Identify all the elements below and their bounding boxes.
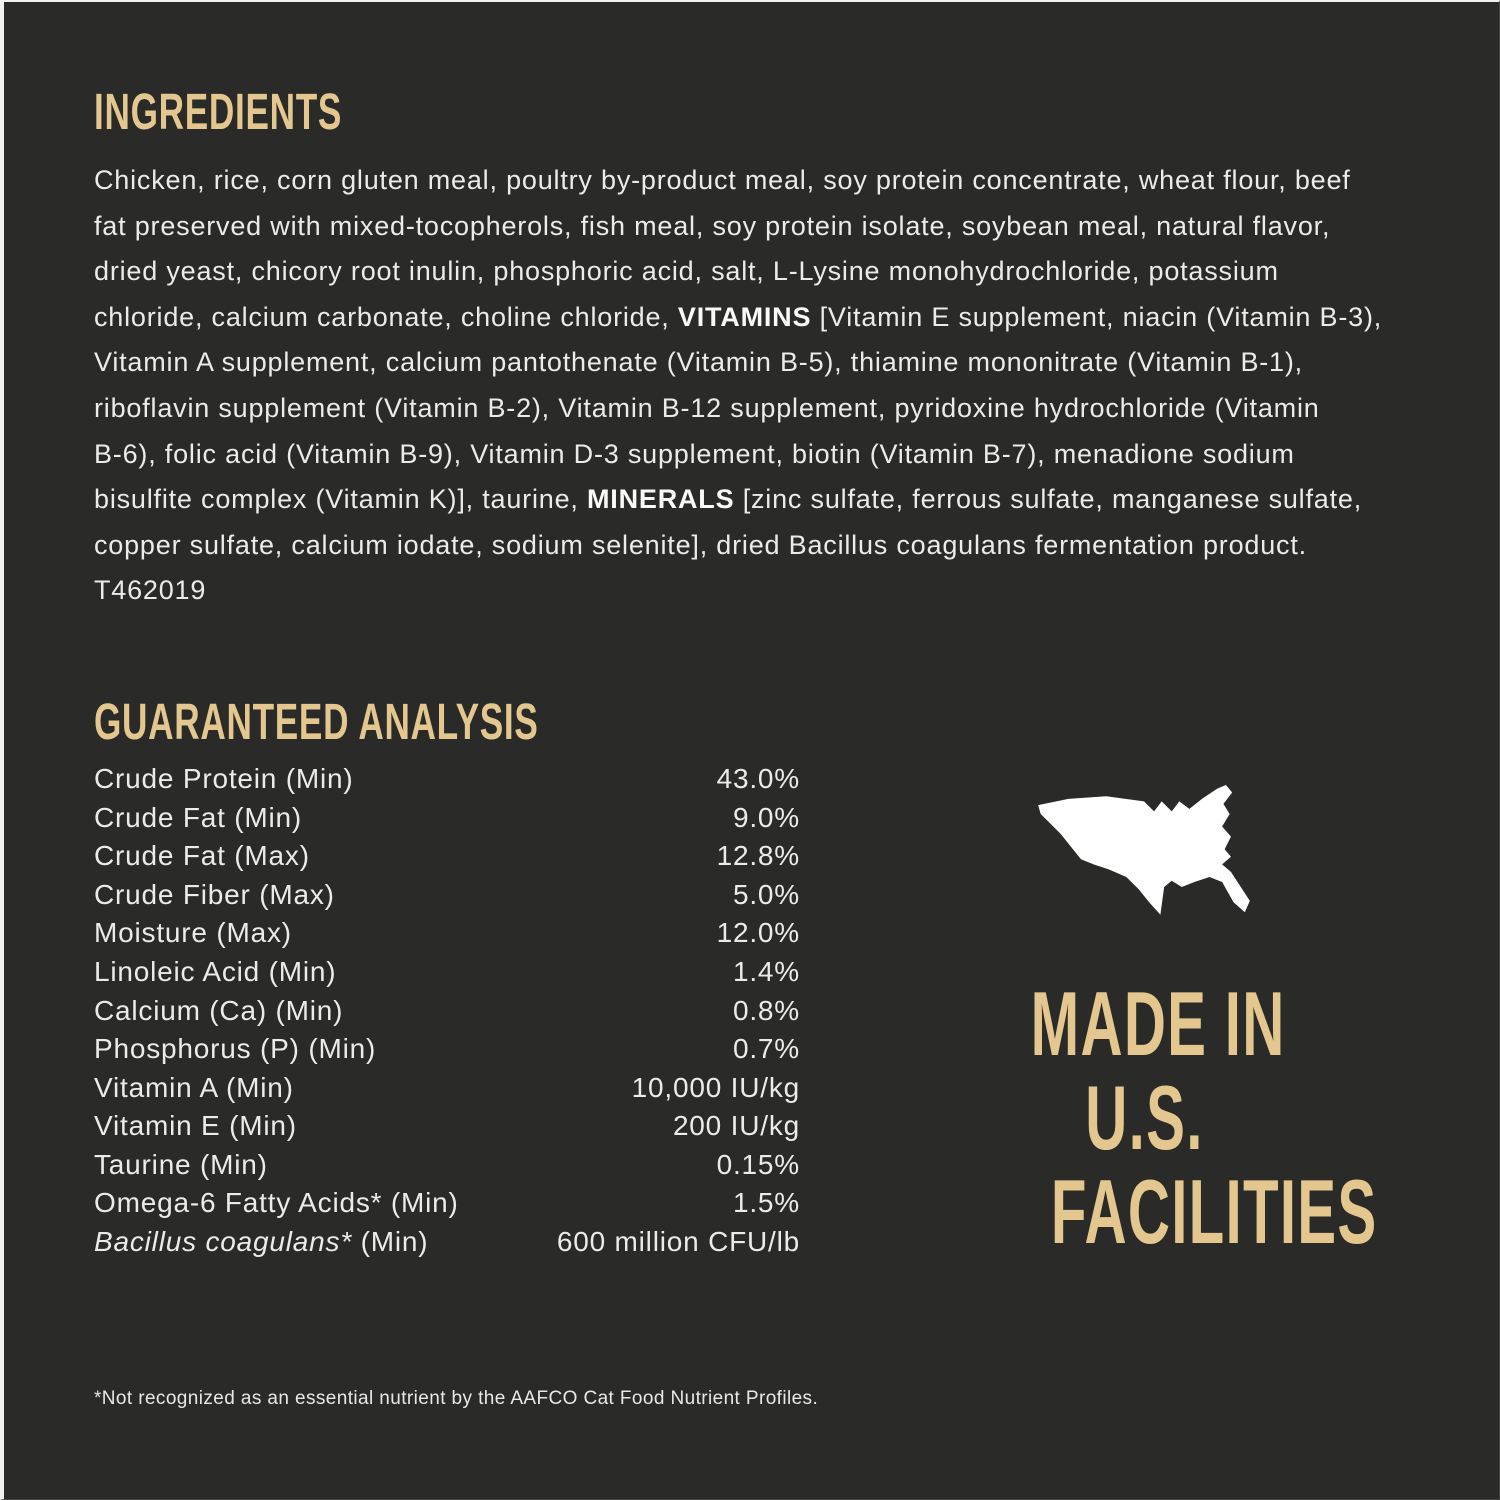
analysis-row	[94, 1068, 800, 1107]
analysis-row-label: Crude Fat (Min)	[94, 801, 303, 833]
ingredients-heading-text: INGREDIENTS	[94, 83, 343, 140]
analysis-row-value: 0.7%	[732, 1033, 800, 1065]
analysis-row-label: Phosphorus (P) (Min)	[94, 1033, 377, 1065]
analysis-row	[94, 1107, 800, 1146]
analysis-row-label: Vitamin E (Min)	[94, 1110, 297, 1142]
analysis-row-label: Crude Fiber (Max)	[94, 878, 335, 910]
ingredients-line: riboflavin supplement (Vitamin B-2), Vitamin B-12 supplement, pyridoxine hydrochloride (Vitamin	[94, 392, 1320, 423]
analysis-row	[94, 1223, 800, 1262]
analysis-row-value: 1.4%	[732, 956, 800, 987]
analysis-row	[94, 799, 800, 838]
ingredients-heading	[94, 82, 454, 141]
analysis-row	[94, 837, 800, 876]
analysis-row-value: 200 IU/kg	[672, 1110, 800, 1142]
analysis-row	[94, 1030, 800, 1069]
analysis-row-label: Moisture (Max)	[94, 917, 292, 949]
analysis-row-value: 12.8%	[716, 840, 800, 872]
analysis-row	[94, 953, 800, 992]
analysis-row	[94, 914, 800, 953]
analysis-row-label: Crude Protein (Min)	[94, 763, 354, 795]
ingredients-line: copper sulfate, calcium iodate, sodium selenite], dried Bacillus coagulans fermentation product.	[94, 529, 1307, 560]
analysis-row-label: Taurine (Min)	[94, 1148, 268, 1180]
analysis-row-value: 43.0%	[716, 763, 800, 795]
analysis-row	[94, 760, 800, 799]
analysis-row-value: 9.0%	[732, 801, 800, 833]
ingredients-line: chloride, calcium carbonate, choline chloride, VITAMINS [Vitamin E supplement, niacin (Vitamin B-3),	[94, 301, 1383, 332]
ingredients-line: T462019	[94, 575, 207, 606]
aafco-footnote: *Not recognized as an essential nutrient by the AAFCO Cat Food Nutrient Profiles.	[94, 1388, 819, 1409]
analysis-row-value: 10,000 IU/kg	[631, 1071, 800, 1103]
usa-map-icon	[1018, 772, 1270, 934]
guaranteed-analysis-table	[94, 760, 800, 1261]
analysis-row-label: Omega-6 Fatty Acids* (Min)	[94, 1187, 459, 1219]
made-in-line: MADE IN	[1030, 974, 1286, 1075]
made-in-us-text	[959, 974, 1378, 1263]
analysis-row-label: Calcium (Ca) (Min)	[94, 994, 344, 1026]
made-in-line: FACILITIES	[1050, 1162, 1378, 1263]
made-in-us-block	[959, 772, 1378, 1263]
ingredients-line: dried yeast, chicory root inulin, phosphoric acid, salt, L-Lysine monohydrochloride, potassium	[94, 256, 1279, 287]
made-in-line: U.S.	[1084, 1068, 1204, 1169]
analysis-row-label: Linoleic Acid (Min)	[94, 956, 337, 987]
analysis-row	[94, 991, 800, 1030]
ingredients-line: B-6), folic acid (Vitamin B-9), Vitamin D-3 supplement, biotin (Vitamin B-7), menadione sodium	[94, 438, 1295, 469]
analysis-row	[94, 1184, 800, 1223]
ingredients-line: fat preserved with mixed-tocopherols, fish meal, soy protein isolate, soybean meal, natural flavor,	[94, 210, 1331, 241]
guaranteed-analysis-heading-text: GUARANTEED ANALYSIS	[94, 693, 539, 750]
analysis-row-value: 5.0%	[732, 878, 800, 910]
ingredients-line: Vitamin A supplement, calcium pantothenate (Vitamin B-5), thiamine mononitrate (Vitamin B-1),	[94, 347, 1303, 378]
analysis-row-value: 12.0%	[716, 917, 800, 949]
ingredients-line: bisulfite complex (Vitamin K)], taurine, MINERALS [zinc sulfate, ferrous sulfate, manganese sulfate,	[94, 484, 1363, 515]
analysis-row-label: Vitamin A (Min)	[94, 1071, 294, 1103]
analysis-row-value: 0.8%	[732, 994, 800, 1026]
analysis-row	[94, 1145, 800, 1184]
ingredients-line: Chicken, rice, corn gluten meal, poultry by-product meal, soy protein concentrate, wheat flour, beef	[94, 165, 1351, 195]
analysis-row-value: 600 million CFU/lb	[556, 1225, 800, 1257]
analysis-row-label: Crude Fat (Max)	[94, 840, 310, 872]
analysis-row-value: 1.5%	[732, 1187, 800, 1219]
analysis-row-label: Bacillus coagulans* (Min)	[94, 1225, 429, 1257]
guaranteed-analysis-heading	[94, 692, 738, 751]
ingredients-text	[94, 158, 1382, 614]
analysis-row-value: 0.15%	[716, 1148, 800, 1180]
analysis-row	[94, 876, 800, 915]
